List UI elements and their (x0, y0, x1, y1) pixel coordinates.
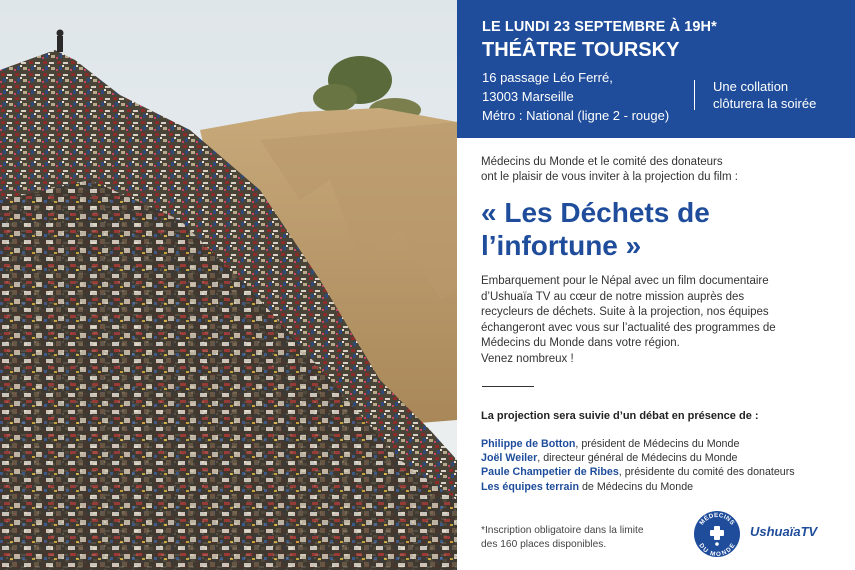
description-line: Embarquement pour le Népal avec un film documentaire (481, 275, 769, 287)
participants-list (481, 437, 795, 494)
note-line: *Inscription obligatoire dans la limite (481, 525, 644, 536)
participant-name: Joël Weiler (481, 452, 538, 465)
participant-role: , président de Médecins du Monde (575, 438, 740, 450)
participant (481, 451, 795, 465)
event-banner (457, 0, 855, 138)
invitation-intro (481, 155, 738, 185)
participant-role: , présidente du comité des donateurs (618, 466, 795, 479)
film-title-line: « Les Déchets de (481, 197, 710, 228)
intro-line: ont le plaisir de vous inviter à la projection du film : (481, 171, 738, 183)
debate-heading: La projection sera suivie d’un débat en présence de : (481, 410, 759, 422)
participant (481, 437, 795, 451)
event-date: LE LUNDI 23 SEPTEMBRE À 19H* (482, 19, 717, 35)
section-separator (482, 386, 534, 387)
address-line: 16 passage Léo Ferré, (482, 70, 613, 85)
address-line: Métro : National (ligne 2 - rouge) (482, 108, 670, 123)
registration-note (481, 524, 644, 552)
mdm-logo-icon (693, 510, 741, 558)
collation-line: Une collation (713, 79, 789, 94)
participant-role: de Médecins du Monde (579, 480, 694, 493)
ushuaia-tv-logo: UshuaïaTV (750, 524, 818, 539)
address-line: 13003 Marseille (482, 89, 574, 104)
note-line: des 160 places disponibles. (481, 539, 607, 550)
film-description (481, 274, 831, 367)
medecins-du-monde-logo (693, 510, 741, 558)
participant-name: Philippe de Botton (481, 438, 576, 450)
film-title (481, 196, 710, 262)
description-line: échangeront avec vous sur l’actualité des programmes de (481, 321, 776, 334)
participant-name: Paule Champetier de Ribes (481, 466, 619, 479)
collation-line: clôturera la soirée (713, 96, 817, 111)
description-line: recycleurs de déchets. Suite à la projection, nos équipes (481, 306, 769, 318)
collation-note (713, 78, 816, 112)
venue-address (482, 68, 669, 125)
participant (481, 465, 795, 479)
description-line: Médecins du Monde dans votre région. (481, 337, 680, 349)
participant-name: Les équipes terrain (481, 480, 580, 493)
description-line: Venez nombreux ! (481, 352, 574, 365)
banner-divider (694, 80, 695, 110)
participant-role: , directeur général de Médecins du Monde (537, 452, 738, 465)
intro-line: Médecins du Monde et le comité des donateurs (481, 156, 723, 168)
logo-text-bottom: DU MONDE (697, 542, 737, 558)
venue-name: THÉÂTRE TOURSKY (482, 39, 680, 61)
logo-text-top: MÉDECINS (698, 511, 736, 527)
film-title-line: l’infortune » (481, 230, 642, 261)
participant (481, 480, 795, 494)
description-line: d’Ushuaïa TV au cœur de notre mission auprès des (481, 290, 745, 303)
